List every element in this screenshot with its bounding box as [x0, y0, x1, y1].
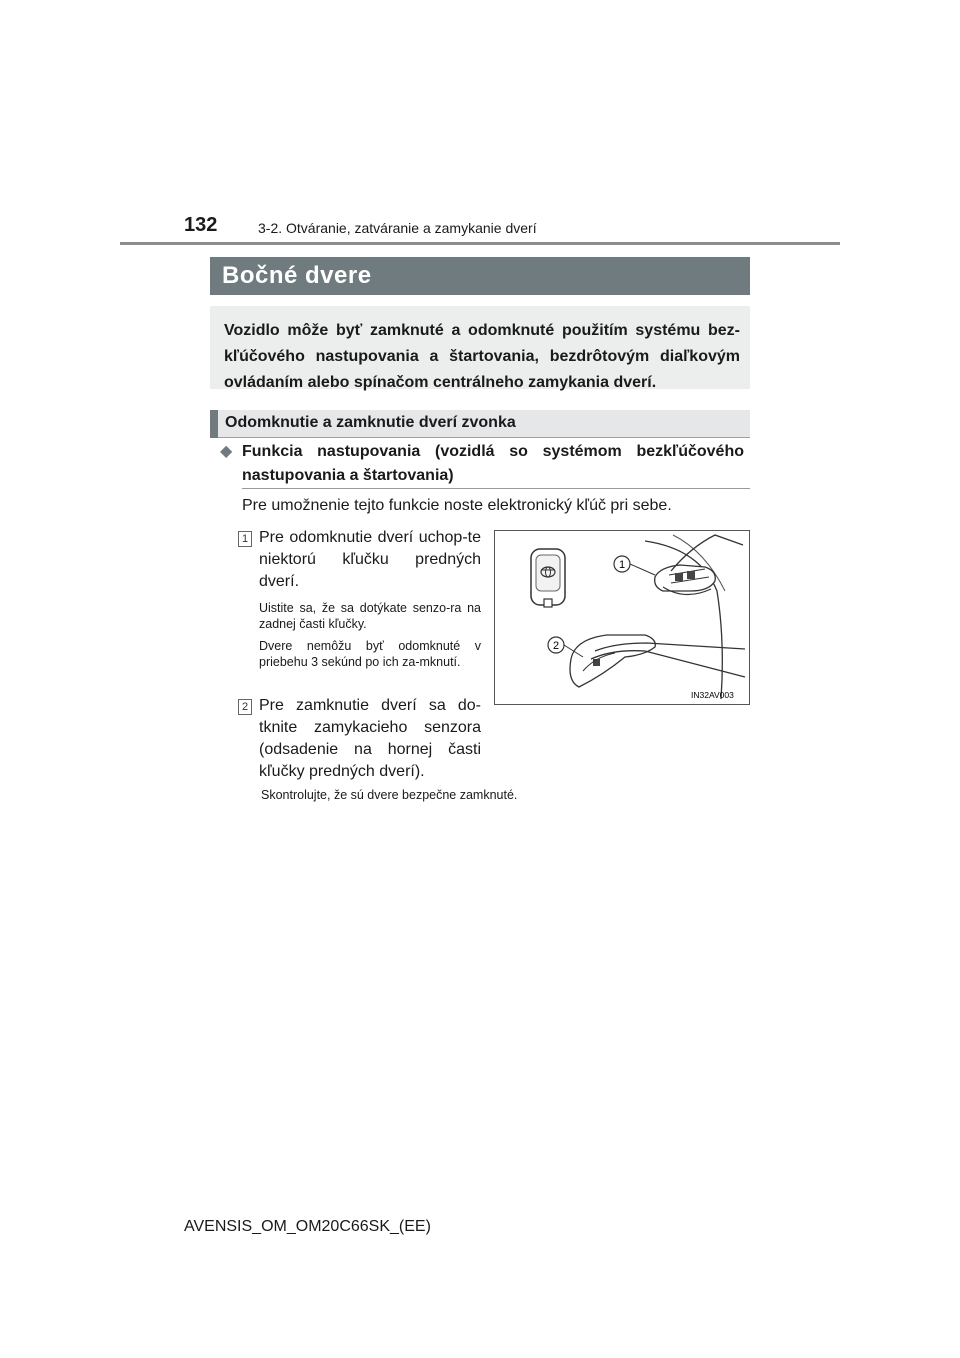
step-2-badge: 2: [238, 699, 252, 715]
subsection-accent: [210, 410, 218, 438]
step-2-text: Pre zamknutie dverí sa do-tknite zamykacieho senzora (odsadenie na hornej časti kľučky predných dverí).: [259, 697, 481, 780]
door-handle-figure: [494, 530, 750, 705]
subsection-title-bar: [210, 410, 750, 438]
page-number: 132: [184, 214, 218, 236]
final-note: Skontrolujte, že sú dvere bezpečne zamknuté.: [261, 788, 518, 802]
lower-hand-icon: [570, 635, 745, 687]
footer-document-code: AVENSIS_OM_OM20C66SK_(EE): [184, 1218, 431, 1235]
diamond-bullet-icon: ◆: [220, 443, 233, 460]
section-title: Bočné dvere: [222, 262, 372, 289]
breadcrumb: 3-2. Otváranie, zatváranie a zamykanie dverí: [258, 220, 537, 236]
step-1-note-2: Dvere nemôžu byť odomknuté v priebehu 3 sekúnd po ich za-mknutí.: [259, 639, 481, 669]
smart-key-icon: [531, 549, 565, 607]
step-1-note-1: Uistite sa, že sa dotýkate senzo-ra na zadnej časti kľučky.: [259, 601, 481, 631]
section-title-bar: [210, 257, 750, 295]
feature-divider: [242, 488, 750, 489]
step-1-badge: 1: [238, 531, 252, 547]
feature-description: Pre umožnenie tejto funkcie noste elektronický kľúč pri sebe.: [242, 497, 672, 514]
figure-code: IN32AV003: [691, 690, 734, 700]
intro-text: Vozidlo môže byť zamknuté a odomknuté použitím systému bez-kľúčového nastupovania a štartovania, bezdrôtovým diaľkovým ovládaním alebo spínačom centrálneho zamykania dverí.: [224, 322, 740, 391]
intro-box: [210, 306, 750, 389]
header-divider: [120, 242, 840, 245]
callout-1-label: 1: [618, 559, 626, 571]
subsection-title: Odomknutie a zamknutie dverí zvonka: [225, 414, 516, 431]
step-1-text: Pre odomknutie dverí uchop-te niektorú kľučku predných dverí.: [259, 529, 481, 590]
door-handle-illustration: [495, 531, 749, 704]
feature-heading: Funkcia nastupovania (vozidlá so systémom bezkľúčového nastupovania a štartovania): [242, 443, 744, 484]
callout-2-label: 2: [552, 640, 560, 652]
